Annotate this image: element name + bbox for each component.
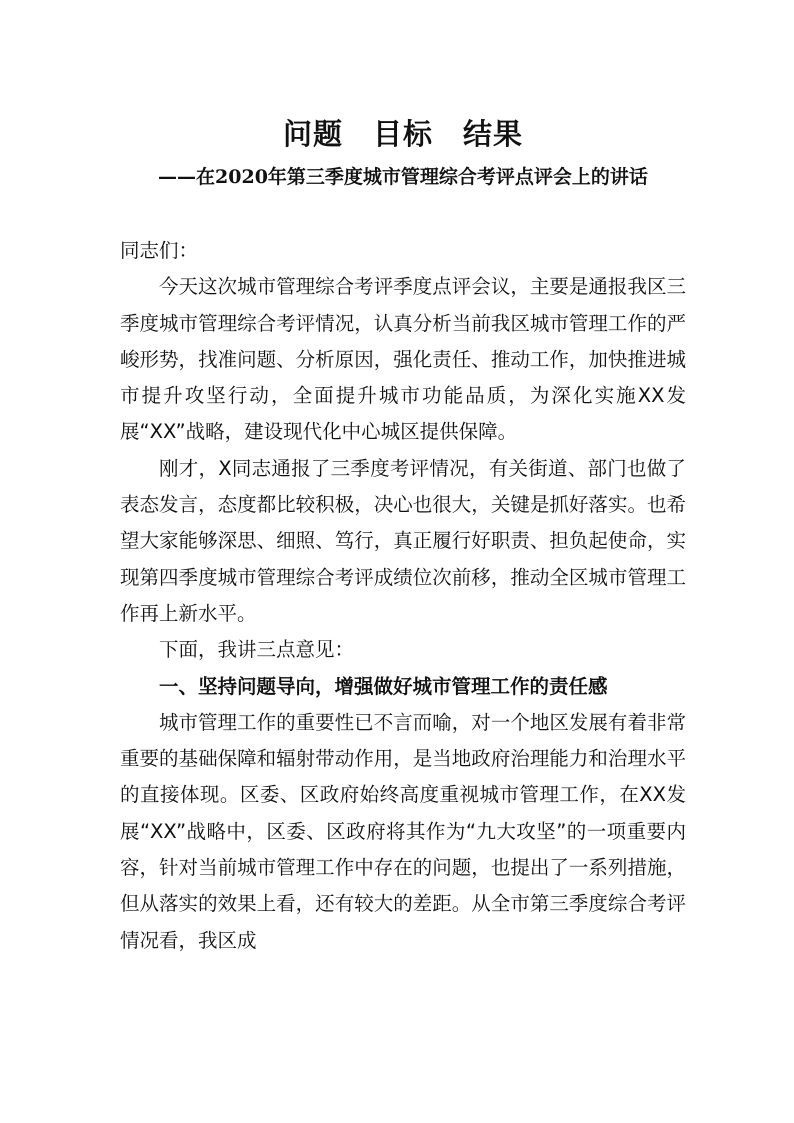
paragraph: 城市管理工作的重要性已不言而喻，对一个地区发展有着非常重要的基础保障和辐射带动作用，是当地政府治理能力和治理水平的直接体现。区委、区政府始终高度重视城市管理工作，在XX发展“XX”战略中，区委、区政府将其作为“九大攻坚”的一项重要内容，针对当前城市管理工作中存在的问题，也提出了一系列措施，但从落实的效果上看，还有较大的差距。从全市第三季度综合考评情况看，我区成 <box>120 710 686 952</box>
paragraph: 今天这次城市管理综合考评季度点评会议，主要是通报我区三季度城市管理综合考评情况，认真分析当前我区城市管理工作的严峻形势，找准问题、分析原因，强化责任、推动工作，加快推进城市提升攻坚行动，全面提升城市功能品质，为深化实施XX发展“XX”战略，建设现代化中心城区提供保障。 <box>120 275 686 444</box>
paragraph: 刚才，X同志通报了三季度考评情况，有关街道、部门也做了表态发言，态度都比较积极，决心也很大，关键是抓好落实。也希望大家能够深思、细照、笃行，真正履行好职责、担负起使命，实现第四季度城市管理综合考评成绩位次前移，推动全区城市管理工作再上新水平。 <box>120 456 686 625</box>
section-heading: 一、坚持问题导向，增强做好城市管理工作的责任感 <box>159 674 608 698</box>
document-title: 问题 目标 结果 <box>282 117 523 151</box>
salutation: 同志们： <box>120 239 199 262</box>
document-subtitle: ——在2020年第三季度城市管理综合考评点评会上的讲话 <box>158 166 648 188</box>
document-body <box>120 233 686 959</box>
paragraph: 下面，我讲三点意见： <box>159 638 355 662</box>
